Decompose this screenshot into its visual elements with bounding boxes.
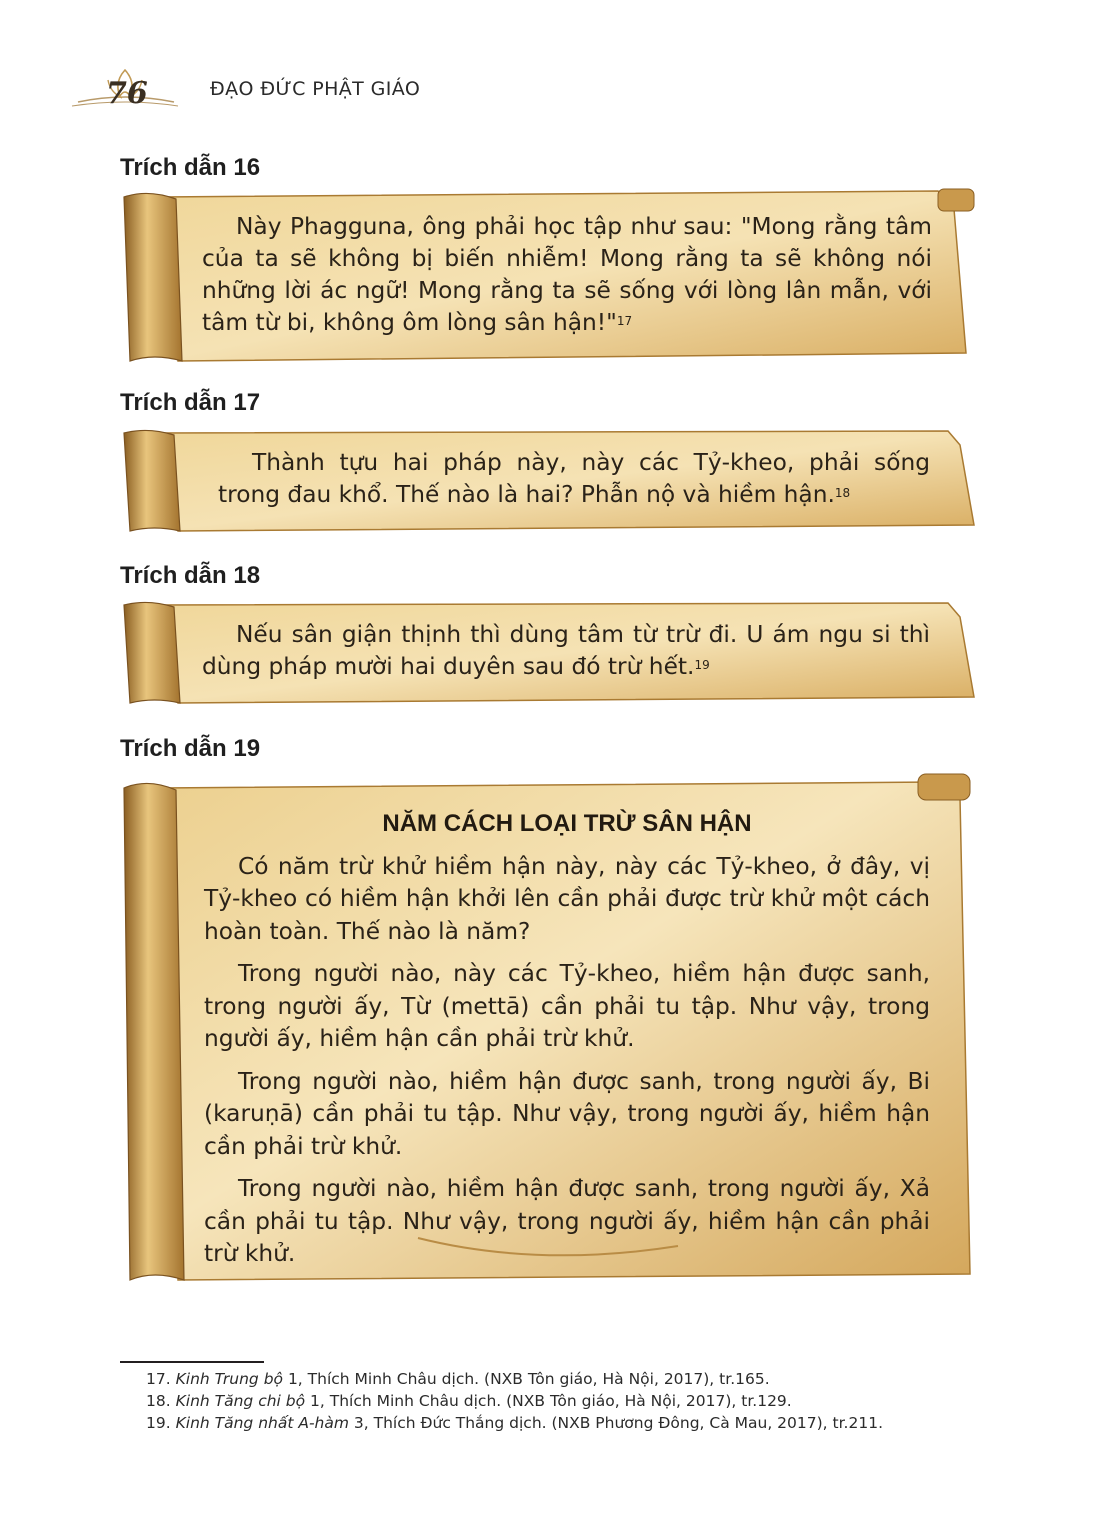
footnote: 18. Kinh Tăng chi bộ 1, Thích Minh Châu dịch. (NXB Tôn giáo, Hà Nội, 2017), tr.129.	[146, 1392, 792, 1410]
quote-text: Nếu sân giận thịnh thì dùng tâm từ trừ đi. U ám ngu si thì dùng pháp mười hai duyên sau đó trừ hết.$^{19}$	[202, 621, 930, 680]
footnote: 17. Kinh Trung bộ 1, Thích Minh Châu dịch. (NXB Tôn giáo, Hà Nội, 2017), tr.165.	[146, 1370, 770, 1388]
paragraph: Trong người nào, hiềm hận được sanh, trong người ấy, Bi (karuṇā) cần phải tu tập. Như vậy, trong người ấy, hiềm hận cần phải trừ khử.	[204, 1067, 930, 1160]
running-title: ĐẠO ĐỨC PHẬT GIÁO	[210, 78, 421, 100]
quote-heading: Trích dẫn 17	[120, 389, 261, 416]
paragraph: Trong người nào, hiềm hận được sanh, trong người ấy, Xả cần phải tu tập. Như vậy, trong người ấy, hiềm hận cần phải trừ khử.	[204, 1175, 930, 1267]
quote-heading: Trích dẫn 19	[120, 735, 261, 762]
quote-text: Này Phagguna, ông phải học tập như sau: "Mong rằng tâm của ta sẽ không bị biến nhiễm! Mong rằng ta sẽ không nói những lời ác ngữ! Mong rằng ta sẽ sống với lòng lân mẫn, với tâm từ bi, không ôm lòng sân hận!"$^{17}$	[202, 213, 932, 336]
footnote-divider	[120, 1361, 264, 1363]
footnote: 19. Kinh Tăng nhất A-hàm 3, Thích Đức Thắng dịch. (NXB Phương Đông, Cà Mau, 2017), tr.211.	[146, 1414, 883, 1432]
quote-heading: Trích dẫn 16	[120, 154, 261, 181]
paragraph: Có năm trừ khử hiềm hận này, này các Tỷ-kheo, ở đây, vị Tỷ-kheo có hiềm hận khởi lên cần phải được trừ khử một cách hoàn toàn. Thế nào là năm?	[204, 852, 930, 945]
quote-heading: Trích dẫn 18	[120, 562, 261, 589]
footnote-ref: 17	[616, 314, 633, 328]
quote-text	[204, 808, 930, 1281]
footnote-ref: 19	[694, 658, 710, 672]
page-header	[70, 66, 490, 116]
page-number: 76	[106, 76, 148, 111]
footnote-ref: 18	[834, 486, 851, 500]
footnotes	[146, 1368, 883, 1434]
box-title: NĂM CÁCH LOẠI TRỪ SÂN HẬN	[382, 810, 752, 837]
quote-text: Thành tựu hai pháp này, này các Tỷ-kheo, phải sống trong đau khổ. Thế nào là hai? Phẫn nộ và hiềm hận.$^{18}$	[218, 449, 930, 508]
paragraph: Trong người nào, này các Tỷ-kheo, hiềm hận được sanh, trong người ấy, Từ (mettā) cần phải tu tập. Như vậy, trong người ấy, hiềm hận cần phải trừ khử.	[204, 960, 930, 1052]
